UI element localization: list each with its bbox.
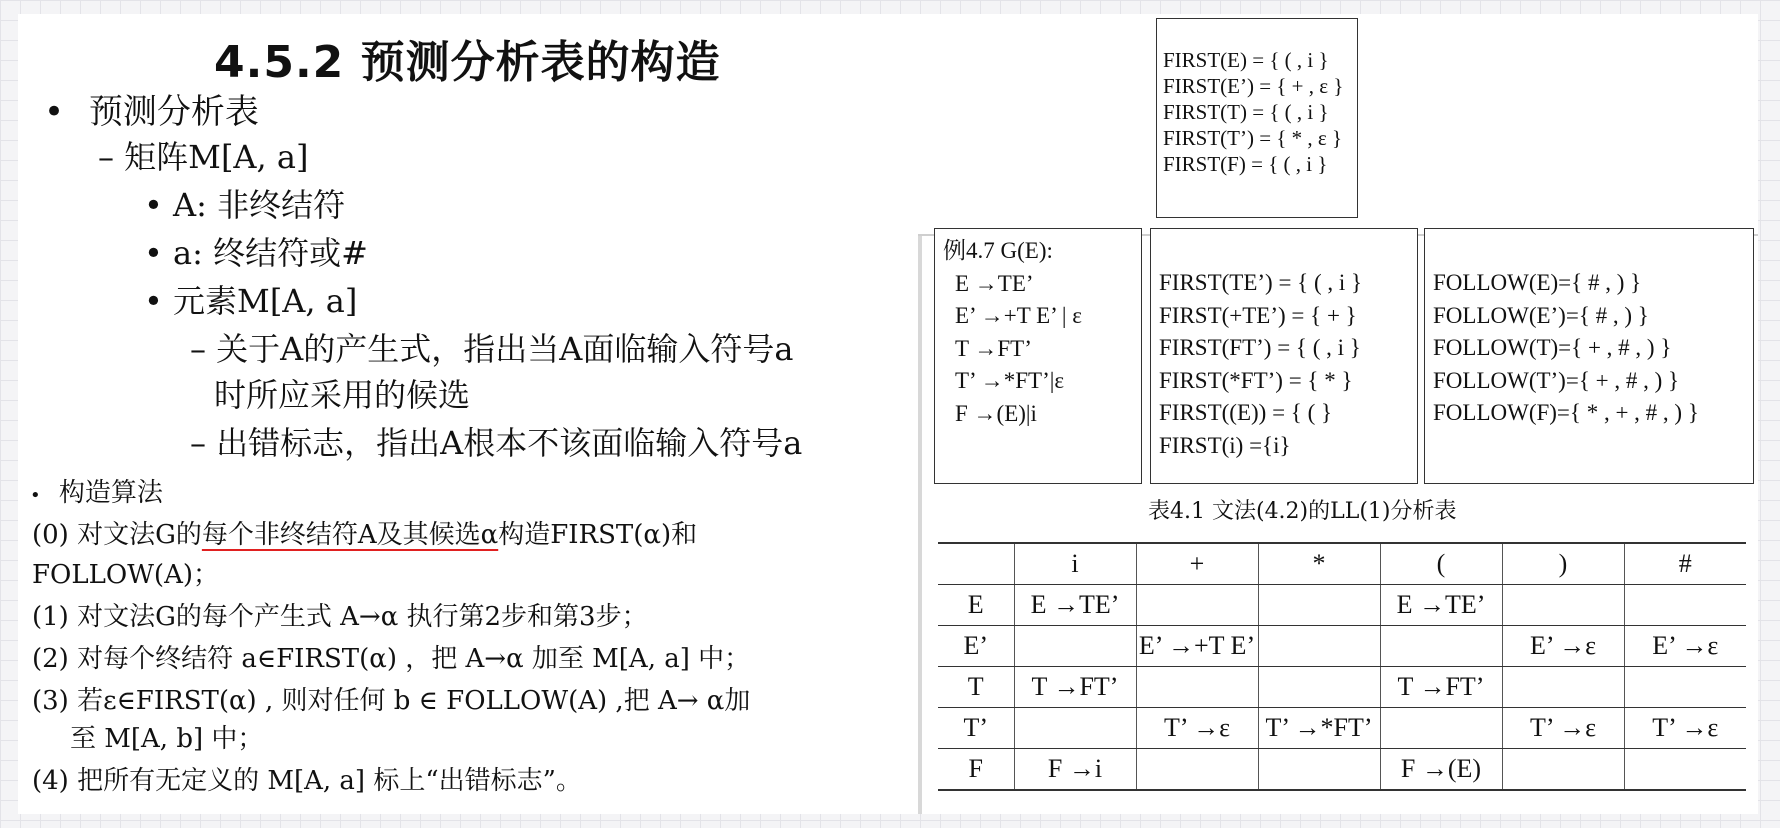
table-header-cell [938,543,1014,585]
table-cell: F →i [1014,749,1136,791]
follow-set-line: FOLLOW(T)={ + , # , ) } [1433,335,1672,360]
first-alpha-box [1150,228,1418,484]
bullet-text: 元素M[A, a] [173,282,358,320]
table-cell [1258,585,1380,626]
grammar-box [934,228,1142,484]
bullet-dot: • [144,282,163,320]
panel-divider [918,234,922,814]
bullet-dash: – [98,138,114,176]
first-alpha-line: FIRST(i) ={i} [1159,432,1291,458]
step-text: 构造FIRST(α)和 [498,520,698,550]
table-header-cell: + [1136,543,1258,585]
table-cell: T’ →ε [1136,708,1258,749]
table-cell: T →FT’ [1380,667,1502,708]
algorithm-step-0 [32,514,697,551]
first-alpha-line: FIRST(+TE’) = { + } [1159,302,1357,328]
ll1-parse-table [938,542,1746,791]
table-row [938,708,1746,749]
table-row-header: T [938,667,1014,708]
follow-set-line: FOLLOW(E)={ # , ) } [1433,270,1642,295]
table-cell [1258,667,1380,708]
table-header-cell: i [1014,543,1136,585]
bullet-text: 矩阵M[A, a] [124,138,309,176]
algorithm-step-4: (4) 把所有无定义的 M[A, a] 标上“出错标志”。 [32,766,582,796]
table-header-cell: * [1258,543,1380,585]
table-cell [1502,585,1624,626]
table-cell: E’ →+T E’ [1136,626,1258,667]
first-alpha-line: FIRST(TE’) = { ( , i } [1159,270,1363,295]
follow-set-line: FOLLOW(T’)={ + , # , ) } [1433,367,1680,393]
first-set-line: FIRST(F) = { ( , i } [1163,152,1328,176]
table-row [938,626,1746,667]
bullet-dot: • [44,92,65,132]
table-cell: F →(E) [1380,749,1502,791]
table-row [938,667,1746,708]
first-set-line: FIRST(E) = { ( , i } [1163,48,1329,72]
table-cell [1136,749,1258,791]
bullet-text: a: 终结符或# [173,234,368,272]
table-header-cell: # [1624,543,1746,585]
bullet-dot: • [30,485,41,506]
bullet-text: 出错标志，指出A根本不该面临输入符号a [216,424,803,462]
bullet-level4-continued: 时所应采用的候选 [214,376,471,414]
table-cell [1380,626,1502,667]
table-cell [1502,667,1624,708]
table-cell [1624,749,1746,791]
table-caption: 表4.1 文法(4.2)的LL(1)分析表 [1148,499,1457,524]
bullet-level3 [144,228,368,274]
first-set-line: FIRST(T) = { ( , i } [1163,100,1329,124]
table-cell [1014,626,1136,667]
table-cell [1136,585,1258,626]
grammar-production: E’ →+T E’ | ε [955,303,1082,328]
bullet-dash: – [190,330,206,368]
bullet-level4 [190,418,802,464]
table-row [938,585,1746,626]
table-cell [1380,708,1502,749]
table-cell [1502,749,1624,791]
bullet-level3 [144,180,345,226]
table-cell: E →TE’ [1014,585,1136,626]
algorithm-step-2: (2) 对每个终结符 a∈FIRST(α) ，把 A→α 加至 M[A, a] 中； [32,644,751,674]
first-alpha-line: FIRST(*FT’) = { * } [1159,367,1353,393]
table-cell [1624,585,1746,626]
first-set-line: FIRST(E’) = { + , ε } [1163,74,1344,98]
table-row-header: E’ [938,626,1014,667]
table-cell: T →FT’ [1014,667,1136,708]
first-alpha-line: FIRST((E)) = { ( } [1159,400,1333,425]
table-cell: T’ →ε [1624,708,1746,749]
table-header-cell: ) [1502,543,1624,585]
algorithm-heading-text: 构造算法 [58,478,163,508]
first-set-line: FIRST(T’) = { * , ε } [1163,126,1343,150]
first-alpha-line: FIRST(FT’) = { ( , i } [1159,335,1361,360]
algorithm-step-0-continued: FOLLOW(A)； [32,560,219,590]
grammar-title: 例4.7 G(E): [943,238,1053,263]
bullet-level1 [44,84,259,133]
underlined-text: 每个非终结符A及其候选α [201,520,499,550]
table-cell: E’ →ε [1624,626,1746,667]
bullet-text: 关于A的产生式，指出当A面临输入符号a [216,330,794,368]
grammar-production: F →(E)|i [955,400,1037,426]
algorithm-step-3-continued: 至 M[A, b] 中； [70,724,264,754]
grammar-production: T →FT’ [955,335,1032,361]
algorithm-step-3: (3) 若ε∈FIRST(α) , 则对任何 b ∈ FOLLOW(A) ,把 A→ α加 [32,686,751,716]
bullet-level3 [144,276,357,322]
grammar-production: E →TE’ [955,270,1034,296]
slide [18,14,1758,814]
bullet-dot: • [144,234,163,272]
table-header-row [938,543,1746,585]
bullet-dash: – [190,424,206,462]
step-text: (0) 对文法G的 [32,520,202,550]
bullet-dot: • [144,186,163,224]
table-cell: T’ →ε [1502,708,1624,749]
table-row-header: T’ [938,708,1014,749]
algorithm-step-1: (1) 对文法G的每个产生式 A→α 执行第2步和第3步； [32,602,648,632]
bullet-text: 预测分析表 [88,92,259,132]
table-row-header: E [938,585,1014,626]
table-cell: E →TE’ [1380,585,1502,626]
table-row [938,749,1746,791]
bullet-level2 [98,132,308,178]
table-cell: E’ →ε [1502,626,1624,667]
follow-set-line: FOLLOW(F)={ * , + , # , ) } [1433,400,1699,425]
bullet-level4 [190,324,793,370]
table-row-header: F [938,749,1014,791]
first-sets-box [1156,18,1358,218]
follow-set-line: FOLLOW(E’)={ # , ) } [1433,302,1649,328]
table-cell [1624,667,1746,708]
table-header-cell: ( [1380,543,1502,585]
table-cell [1258,749,1380,791]
table-cell [1258,626,1380,667]
table-cell: T’ →*FT’ [1258,708,1380,749]
table-cell [1136,667,1258,708]
table-cell [1014,708,1136,749]
bullet-text: A: 非终结符 [173,186,346,224]
grammar-production: T’ →*FT’|ε [955,368,1065,393]
follow-sets-box [1424,228,1754,484]
page-title: 4.5.2 预测分析表的构造 [214,37,721,88]
algorithm-heading [30,472,163,509]
